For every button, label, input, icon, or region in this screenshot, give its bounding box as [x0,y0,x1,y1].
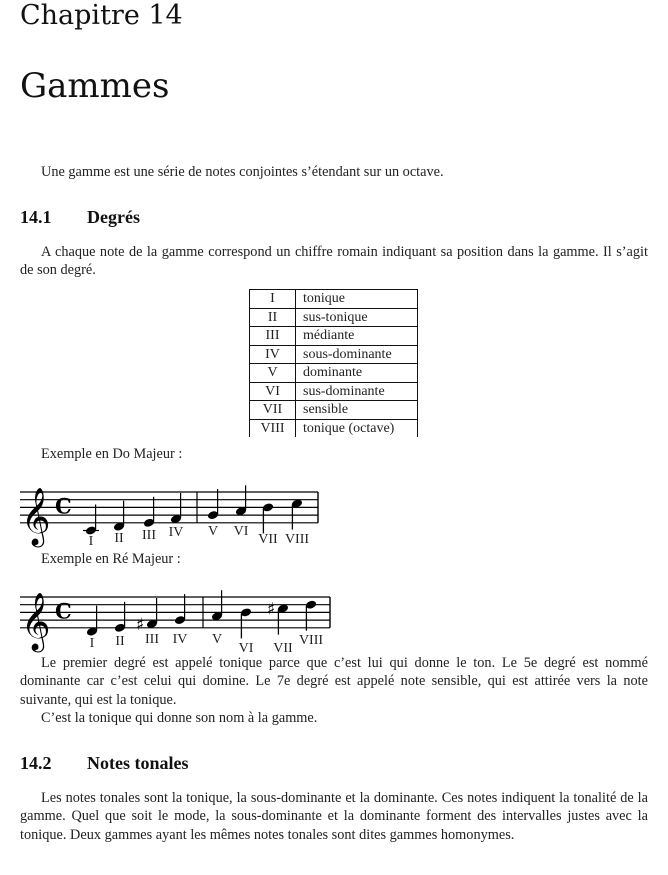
degree-name: tonique [296,290,418,309]
degree-numeral: II [250,308,296,327]
degree-numeral: I [250,290,296,309]
table-row [250,345,418,364]
table-row [250,401,418,420]
degree-label: VIII [284,532,310,547]
degree-name: tonique (octave) [296,419,418,437]
degree-numeral: VII [250,401,296,420]
degree-label: V [211,632,223,647]
table-row [250,308,418,327]
staff-do-majeur [0,470,668,550]
section-number: 14.1 [20,207,52,227]
time-signature: C [55,598,72,624]
section-heading-degres [20,206,140,228]
staff-re-majeur [0,575,668,655]
degree-name: sensible [296,401,418,420]
degree-label: IV [172,632,188,647]
degree-name: sus-dominante [296,382,418,401]
section-number: 14.2 [20,753,52,773]
degree-name: sous-dominante [296,345,418,364]
degree-label: I [89,636,95,651]
degree-numeral: V [250,364,296,383]
table-row [250,419,418,437]
degree-label: VIII [298,633,324,648]
intro-paragraph [20,163,648,181]
time-signature: C [55,493,72,519]
degree-label: III [142,528,156,543]
table-row [250,327,418,346]
degree-label: VI [233,524,249,539]
degrees-table [249,289,418,437]
degree-numeral: VIII [250,419,296,437]
degree-label: VI [238,641,254,655]
degree-label: IV [168,525,184,540]
sharp-icon: ♯ [136,614,145,635]
degree-numeral: IV [250,345,296,364]
degree-name: dominante [296,364,418,383]
section-heading-notes-tonales [20,752,189,774]
treble-clef-icon: 𝄞 [21,486,51,545]
nom-paragraph [20,709,648,727]
table-row [250,382,418,401]
section-title: Degrés [87,207,140,227]
degres-text: A chaque note de la gamme correspond un chiffre romain indiquant sa position dans la gamme. Il s’agit de son degré. [20,244,648,279]
treble-clef-icon: 𝄞 [21,591,51,650]
degree-label: VII [273,641,293,655]
degree-name: médiante [296,327,418,346]
degree-label: V [207,524,219,539]
example-caption-do: Exemple en Do Majeur : [41,446,183,462]
degree-numeral: VI [250,382,296,401]
table-row [250,364,418,383]
intro-text: Une gamme est une série de notes conjointes s’étendant sur un octave. [41,164,444,180]
tonique-text: Le premier degré est appelé tonique parce que c’est lui qui donne le ton. Le 5e degré est nommé dominante car c’est celui qui domine. Le 7e degré est appelé note sensible, qui est attirée vers la note suivante, qui est la tonique. [20,655,648,708]
nom-text: C’est la tonique qui donne son nom à la gamme. [41,710,318,726]
degree-numeral: III [250,327,296,346]
section-title: Notes tonales [87,753,189,773]
notes-tonales-paragraph [20,789,648,844]
chapter-title: Gammes [20,66,170,106]
degres-paragraph [20,243,648,280]
degree-label: III [145,632,159,647]
degree-label: II [115,634,125,649]
degree-name: sus-tonique [296,308,418,327]
degree-label: II [114,531,124,546]
degree-label: VII [258,532,278,547]
sharp-icon: ♯ [267,599,276,620]
degree-label: I [88,534,94,549]
chapter-label: Chapitre 14 [20,0,183,31]
notes-tonales-text: Les notes tonales sont la tonique, la sous-dominante et la dominante. Ces notes indiquent la tonalité de la gamme. Quel que soit le mode, la sous-dominante et la dominante forment des intervalles justes avec la tonique. Deux gammes ayant les mêmes notes tonales sont dites gammes homonymes. [20,790,648,843]
example-caption-re: Exemple en Ré Majeur : [41,551,181,567]
table-row [250,290,418,309]
tonique-paragraph [20,654,648,709]
